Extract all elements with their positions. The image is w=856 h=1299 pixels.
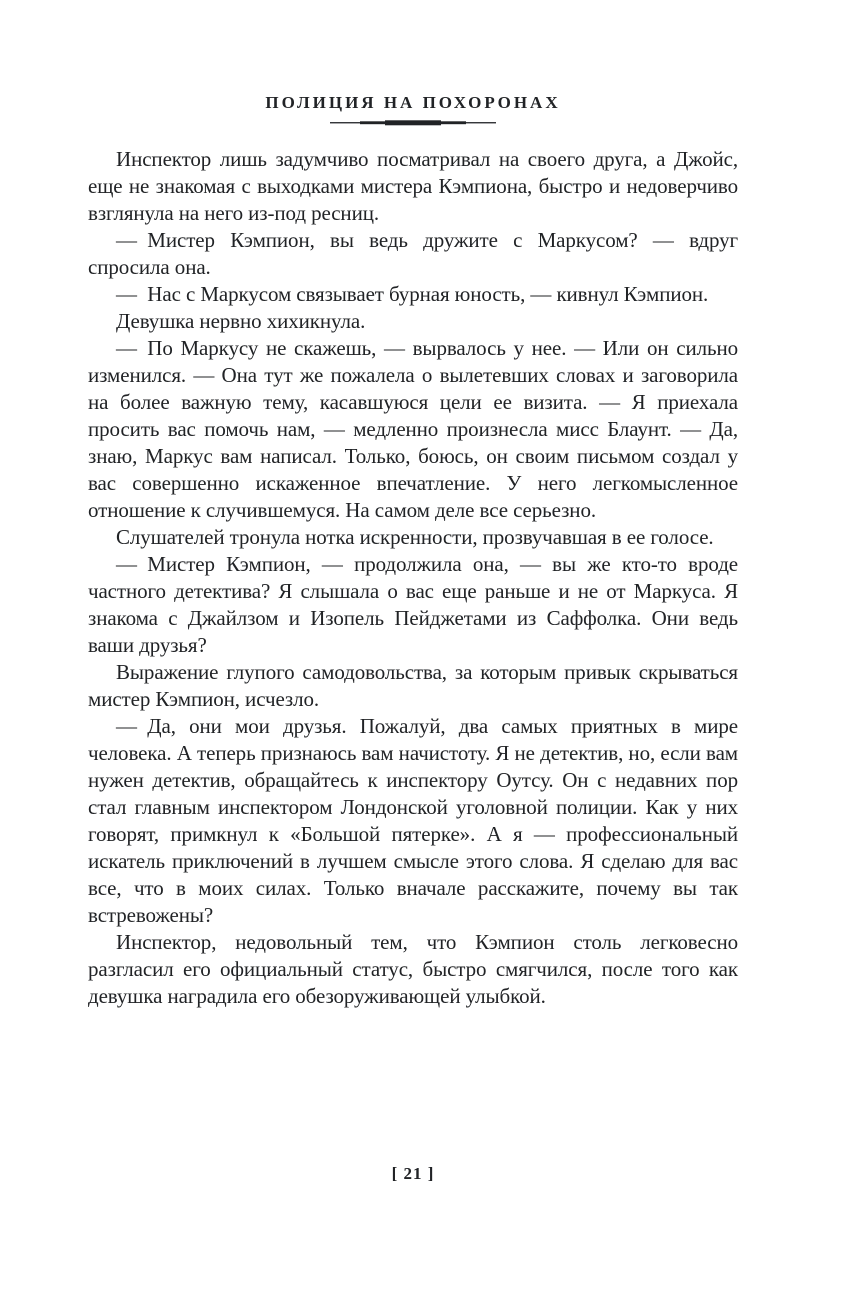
paragraph: — Мистер Кэмпион, вы ведь дружите с Маркусом? — вдруг спросила она.: [88, 228, 738, 279]
running-head-title: ПОЛИЦИЯ НА ПОХОРОНАХ: [265, 93, 561, 112]
page-number: [ 21 ]: [391, 1164, 435, 1183]
paragraph: — Нас с Маркусом связывает бурная юность, — кивнул Кэмпион.: [116, 282, 709, 306]
header-divider: [88, 119, 738, 127]
divider-ornament-icon: [330, 119, 496, 127]
paragraph: — По Маркусу не скажешь, — вырвалось у нее. — Или он сильно изменился. — Она тут же пожалела о вылетевших словах и заговорила на более важную тему, касавшуюся цели ее визита. — Я приехала просить вас помочь нам, — медленно произнесла мисс Блаунт. — Да, знаю, Маркус вам написал. Только, боюсь, он своим письмом создал у вас совершенно искаженное впечатление. У него легкомысленное отношение к случившемуся. На самом деле все серьезно.: [88, 336, 738, 522]
paragraph: Инспектор лишь задумчиво посматривал на своего друга, а Джойс, еще не знакомая с выходками мистера Кэмпиона, быстро и недоверчиво взглянула на него из-под ресниц.: [88, 147, 738, 225]
paragraph: — Мистер Кэмпион, — продолжила она, — вы же кто-то вроде частного детектива? Я слышала о вас еще раньше и не от Маркуса. Я знакома с Джайлзом и Изопель Пейджетами из Саффолка. Они ведь ваши друзья?: [88, 552, 738, 657]
paragraph: Выражение глупого самодовольства, за которым привык скрываться мистер Кэмпион, исчезло.: [88, 660, 738, 711]
paragraph: Инспектор, недовольный тем, что Кэмпион столь легковесно разгласил его официальный статус, быстро смягчился, после того как девушка наградила его обезоруживающей улыбкой.: [88, 930, 738, 1008]
paragraph: Слушателей тронула нотка искренности, прозвучавшая в ее голосе.: [116, 525, 714, 549]
paragraph: — Да, они мои друзья. Пожалуй, два самых приятных в мире человека. А теперь признаюсь вам начистоту. Я не детектив, но, если вам нужен детектив, обращайтесь к инспектору Оутсу. Он с недавних пор стал главным инспектором Лондонской уголовной полиции. Как у них говорят, примкнул к «Большой пятерке». А я — профессиональный искатель приключений в лучшем смысле этого слова. Я сделаю для вас все, что в моих силах. Только вначале расскажите, почему вы так встревожены?: [88, 714, 738, 927]
paragraph: Девушка нервно хихикнула.: [116, 309, 366, 333]
page-body: [88, 146, 738, 1010]
